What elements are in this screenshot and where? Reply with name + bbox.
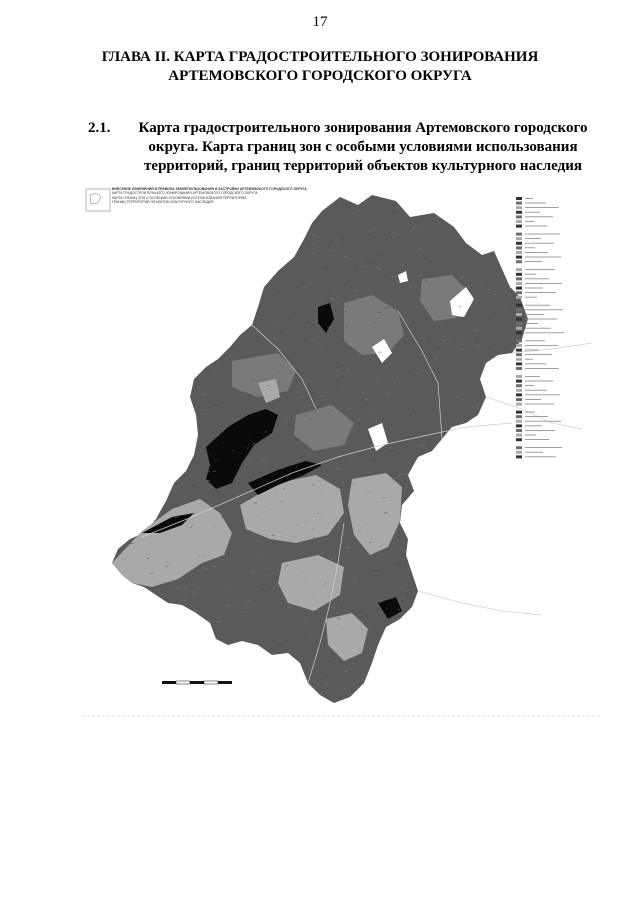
chapter-title [0, 48, 640, 86]
section-number: 2.1. [88, 120, 111, 136]
page-number: 17 [312, 14, 328, 30]
section-title-line-1: Карта градостроительного зонирования Артемовского городского [138, 120, 588, 136]
map-header-line-2: КАРТА ГРАДОСТРОИТЕЛЬНОГО ЗОНИРОВАНИЯ АРТЕМОВСКОГО ГОРОДСКОГО ОКРУГА [112, 191, 258, 196]
map-header-line-1: ВНЕСЕНИЕ ИЗМЕНЕНИЙ В ПРАВИЛА ЗЕМЛЕПОЛЬЗОВАНИЯ И ЗАСТРОЙКИ АРТЕМОВСКОГО ГОРОДСКОГО ОКРУГА [112, 187, 307, 191]
map-header-line-3: КАРТА ГРАНИЦ ЗОН С ОСОБЫМИ УСЛОВИЯМИ ИСПОЛЬЗОВАНИЯ ТЕРРИТОРИЙ, [112, 195, 247, 200]
section-title-line-3: территорий, границ территорий объектов культурного наследия [144, 158, 582, 174]
chapter-title-line-1: ГЛАВА II. КАРТА ГРАДОСТРОИТЕЛЬНОГО ЗОНИРОВАНИЯ [101, 49, 539, 65]
section-title [126, 119, 600, 176]
section-title-line-2: округа. Карта границ зон с особыми условиями использования [148, 139, 578, 155]
zoning-map [82, 183, 602, 719]
map-corner-stamp [86, 189, 110, 211]
chapter-title-line-2: АРТЕМОВСКОГО ГОРОДСКОГО ОКРУГА [168, 68, 472, 84]
zoning-map-figure [82, 183, 602, 719]
scale-bar [162, 681, 232, 684]
map-header-line-4: ГРАНИЦ ТЕРРИТОРИЙ ОБЪЕКТОВ КУЛЬТУРНОГО НАСЛЕДИЯ [112, 200, 214, 205]
section-heading [80, 119, 600, 176]
